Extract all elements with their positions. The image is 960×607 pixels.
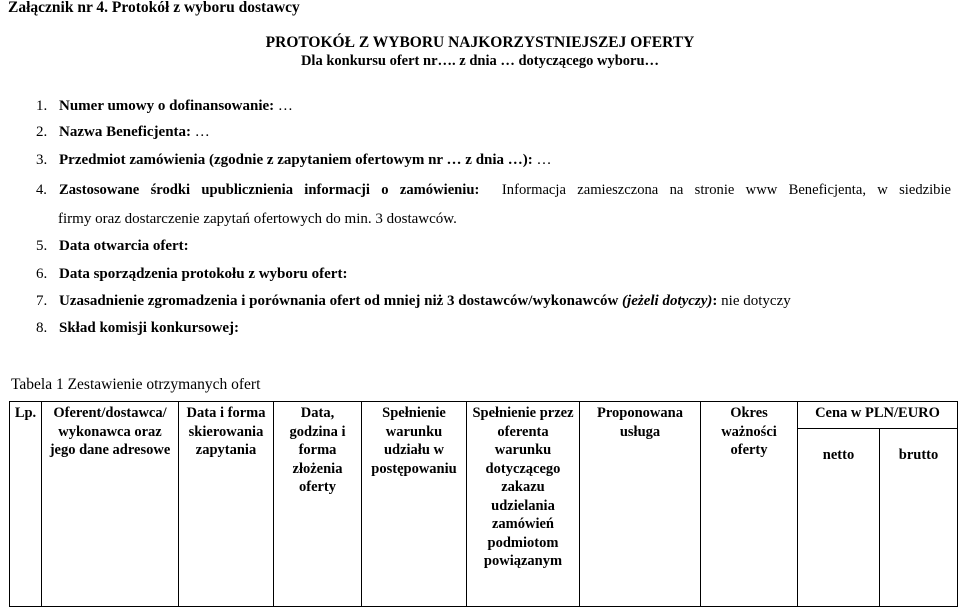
item-value: … bbox=[532, 152, 552, 168]
item-number: 5. bbox=[36, 238, 48, 254]
header-warunek-udzialu: Spełnienie warunku udziału w postępowaniu bbox=[362, 402, 467, 607]
item-continuation: firmy oraz dostarczenie zapytań ofertowych do min. 3 dostawców. bbox=[58, 211, 457, 227]
item-label: Data sporządzenia protokołu z wyboru ofert: bbox=[59, 266, 348, 282]
header-lp: Lp. bbox=[10, 402, 42, 607]
header-warunek-zakazu: Spełnienie przez oferenta warunku dotyczącego zakazu udzielania zamówień podmiotom powiązanym bbox=[467, 402, 580, 607]
table-caption: Tabela 1 Zestawienie otrzymanych ofert bbox=[11, 376, 261, 393]
item-label: Zastosowane środki upublicznienia informacji o zamówieniu: bbox=[59, 182, 480, 198]
header-netto: netto bbox=[798, 429, 880, 607]
protocol-title: PROTOKÓŁ Z WYBORU NAJKORZYSTNIEJSZEJ OFERTY bbox=[265, 34, 695, 51]
item-label-end: : bbox=[712, 293, 718, 309]
header-brutto: brutto bbox=[880, 429, 958, 607]
list-item bbox=[36, 266, 347, 283]
item-label: Uzasadnienie zgromadzenia i porównania ofert od mniej niż 3 dostawców/wykonawców bbox=[59, 293, 623, 309]
item-number: 2. bbox=[36, 124, 48, 140]
item-number: 6. bbox=[36, 266, 48, 282]
list-item bbox=[36, 238, 189, 255]
item-label: Przedmiot zamówienia (zgodnie z zapytaniem ofertowym nr … z dnia …): bbox=[59, 152, 533, 168]
header-waznosc: Okres ważności oferty bbox=[701, 402, 798, 607]
item-value: … bbox=[191, 124, 210, 140]
item-number: 3. bbox=[36, 152, 48, 168]
list-item bbox=[36, 124, 210, 141]
item-value: … bbox=[274, 98, 293, 114]
list-item bbox=[36, 293, 791, 310]
header-data-zlozenia: Data, godzina i forma złożenia oferty bbox=[274, 402, 362, 607]
list-item bbox=[36, 320, 239, 337]
offers-table bbox=[9, 401, 958, 607]
header-data-skierowania: Data i forma skierowania zapytania bbox=[179, 402, 274, 607]
list-item bbox=[36, 98, 293, 115]
item-label: Numer umowy o dofinansowanie: bbox=[59, 98, 275, 114]
header-usluga: Proponowana usługa bbox=[580, 402, 701, 607]
item-number: 4. bbox=[36, 182, 47, 198]
item-label: Skład komisji konkursowej: bbox=[59, 320, 240, 336]
header-oferent: Oferent/dostawca/ wykonawca oraz jego dane adresowe bbox=[42, 402, 179, 607]
item-number: 1. bbox=[36, 98, 48, 114]
attachment-title: Załącznik nr 4. Protokół z wyboru dostawcy bbox=[8, 0, 300, 16]
header-cena: Cena w PLN/EURO bbox=[798, 402, 958, 429]
item-label: Data otwarcia ofert: bbox=[59, 238, 189, 254]
item-value: nie dotyczy bbox=[717, 293, 791, 309]
item-label: Nazwa Beneficjenta: bbox=[59, 124, 192, 140]
list-item bbox=[36, 182, 951, 199]
table-header-row bbox=[10, 402, 958, 429]
list-item bbox=[36, 152, 552, 169]
item-number: 8. bbox=[36, 320, 48, 336]
protocol-subtitle: Dla konkursu ofert nr…. z dnia … dotyczącego wyboru… bbox=[300, 53, 660, 69]
item-number: 7. bbox=[36, 293, 48, 309]
item-label-note: (jeżeli dotyczy) bbox=[622, 293, 713, 309]
item-value: Informacja zamieszczona na stronie www Beneficjenta, w siedzibie bbox=[501, 182, 951, 198]
